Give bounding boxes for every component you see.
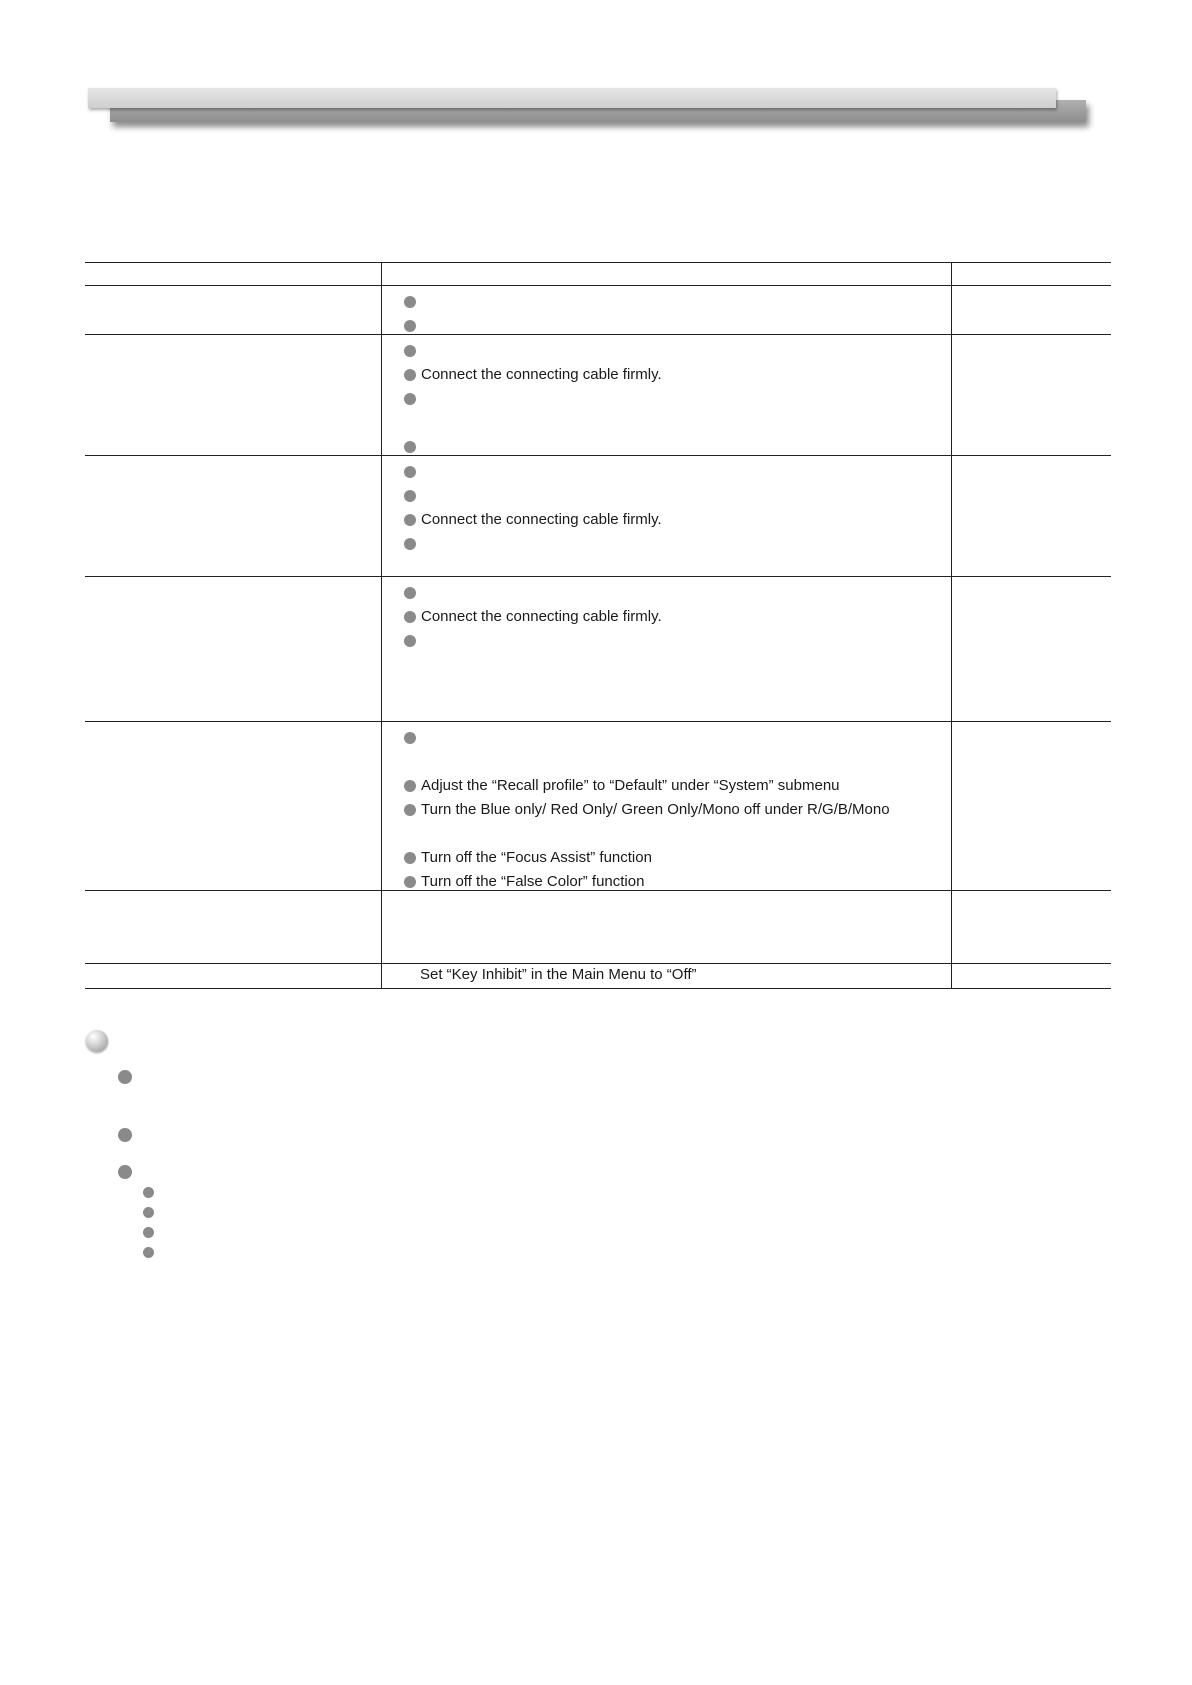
table-row — [85, 963, 1111, 989]
page-cell — [951, 456, 1111, 576]
remedy-cell — [381, 577, 951, 721]
remedy-cell — [381, 722, 951, 890]
page-cell — [951, 286, 1111, 334]
remedy-text: Set “Key Inhibit” in the Main Menu to “Off” — [420, 966, 697, 983]
list-item — [404, 730, 951, 746]
remedy-cell — [381, 286, 951, 334]
table-header-row — [85, 262, 1111, 285]
list-item — [404, 464, 951, 480]
section-header-bar — [88, 88, 1088, 124]
list-item — [404, 874, 951, 890]
page-cell — [951, 335, 1111, 455]
bullet-icon — [404, 780, 416, 792]
remedy-text: Connect the connecting cable firmly. — [421, 511, 662, 528]
list-item — [404, 850, 951, 866]
sub-bullet-icon — [143, 1187, 154, 1198]
list-item — [404, 778, 951, 794]
bullet-icon — [404, 441, 416, 453]
bullet-icon — [404, 466, 416, 478]
list-item — [404, 318, 951, 334]
remedy-text: Connect the connecting cable firmly. — [421, 608, 662, 625]
remedy-text: Turn off the “False Color” function — [421, 873, 645, 890]
bullet-icon — [404, 320, 416, 332]
bullet-icon — [404, 296, 416, 308]
header-cell-page — [951, 263, 1111, 285]
remedy-cell — [381, 891, 951, 963]
troubleshooting-table — [85, 262, 1111, 989]
page-cell — [951, 891, 1111, 963]
table-row — [85, 576, 1111, 721]
bullet-icon — [404, 490, 416, 502]
list-item — [404, 439, 951, 455]
page-cell — [951, 964, 1111, 988]
bullet-icon — [404, 538, 416, 550]
bullet-icon — [404, 369, 416, 381]
list-item — [404, 367, 951, 383]
bullet-icon — [404, 514, 416, 526]
list-item — [404, 343, 951, 359]
list-item — [404, 488, 951, 504]
note-bullet-icon — [118, 1128, 132, 1142]
remedy-text: Connect the connecting cable firmly. — [421, 366, 662, 383]
list-item — [404, 294, 951, 310]
problem-cell — [85, 335, 381, 455]
table-row — [85, 721, 1111, 890]
remedy-text: Turn the Blue only/ Red Only/ Green Only/Mono off under R/G/B/Mono — [421, 801, 890, 818]
remedy-text: Adjust the “Recall profile” to “Default” under “System” submenu — [421, 777, 840, 794]
problem-cell — [85, 891, 381, 963]
table-row — [85, 285, 1111, 334]
bullet-icon — [404, 804, 416, 816]
note-bullet-icon — [118, 1070, 132, 1084]
problem-cell — [85, 286, 381, 334]
list-item — [404, 585, 951, 601]
table-row — [85, 455, 1111, 576]
bullet-icon — [404, 635, 416, 647]
remedy-cell — [381, 456, 951, 576]
list-item — [404, 633, 951, 649]
bullet-icon — [404, 393, 416, 405]
problem-cell — [85, 964, 381, 988]
list-item — [404, 536, 951, 552]
problem-cell — [85, 456, 381, 576]
page-cell — [951, 722, 1111, 890]
bullet-icon — [404, 587, 416, 599]
bullet-icon — [404, 852, 416, 864]
list-item — [404, 391, 951, 407]
problem-cell — [85, 722, 381, 890]
list-item — [404, 512, 951, 528]
sub-bullet-icon — [143, 1247, 154, 1258]
header-cell-problem — [85, 263, 381, 285]
table-row — [85, 334, 1111, 455]
header-bar-front — [88, 88, 1056, 108]
remedy-text: Turn off the “Focus Assist” function — [421, 849, 652, 866]
sub-bullet-icon — [143, 1207, 154, 1218]
page-cell — [951, 577, 1111, 721]
bullet-icon — [404, 876, 416, 888]
bullet-icon — [404, 345, 416, 357]
problem-cell — [85, 577, 381, 721]
note-bullet-icon — [118, 1165, 132, 1179]
list-item — [404, 967, 951, 983]
remedy-cell — [381, 964, 951, 988]
list-item — [404, 802, 951, 818]
bullet-icon — [404, 611, 416, 623]
sub-bullet-icon — [143, 1227, 154, 1238]
list-item — [404, 609, 951, 625]
notes-sphere-icon — [86, 1030, 108, 1052]
bullet-icon — [404, 732, 416, 744]
remedy-cell — [381, 335, 951, 455]
table-row — [85, 890, 1111, 963]
header-cell-remedy — [381, 263, 951, 285]
